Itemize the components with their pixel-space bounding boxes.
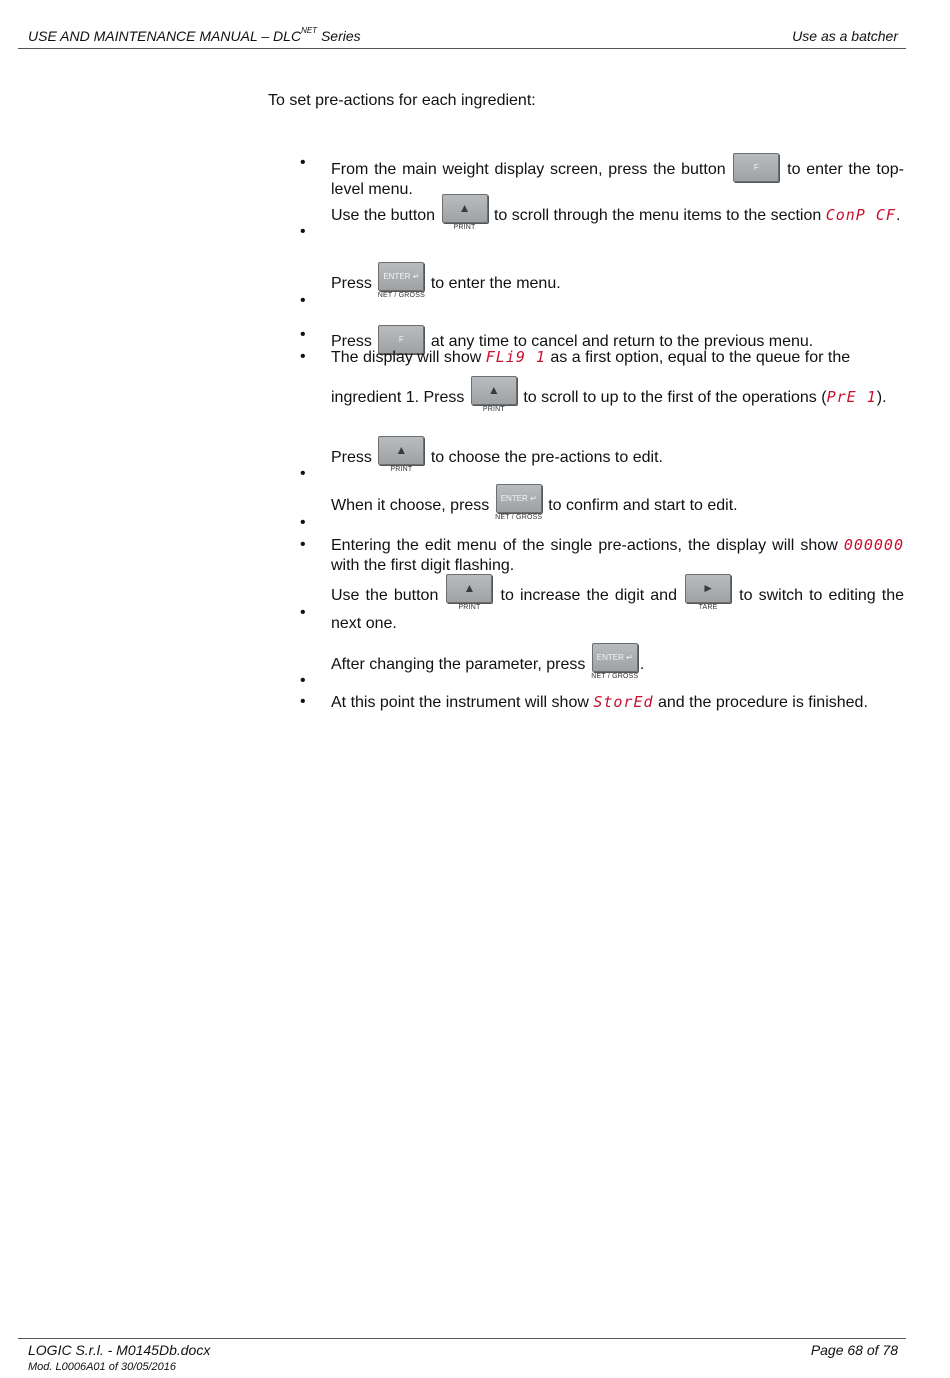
display-000000: 000000 [843, 536, 904, 554]
display-stored: StorEd [593, 693, 654, 711]
footer-company: LOGIC S.r.l. - M0145Db.docx [28, 1342, 211, 1358]
bullet-2: • [300, 223, 306, 240]
step-2: Use the button ▲ PRINT to scroll through the menu items to the section ConP CF. [331, 194, 904, 234]
step-8: Entering the edit menu of the single pre-actions, the display will show 000000 with the first digit flashing. [331, 536, 904, 574]
footer-mod: Mod. L0006A01 of 30/05/2016 [28, 1361, 177, 1373]
bullet-7: • [300, 514, 306, 531]
enter-key-icon: ENTER ↵ NET / GROSS [496, 484, 542, 524]
display-conp-cf: ConP CF [825, 206, 896, 224]
tare-key-icon: ► TARE [685, 574, 731, 614]
intro-text: To set pre-actions for each ingredient: [268, 92, 536, 109]
bullet-4: • [300, 326, 306, 343]
bullet-11: • [300, 693, 306, 710]
step-1: From the main weight display screen, press the button F to enter the top-level menu. [331, 140, 904, 200]
enter-key-icon: ENTER ↵ NET / GROSS [592, 643, 638, 683]
print-key-icon: ▲ PRINT [442, 194, 488, 234]
bullet-9: • [300, 604, 306, 621]
step-6: Press ▲ PRINT to choose the pre-actions to edit. [331, 436, 904, 476]
step-3: Press ENTER ↵ NET / GROSS to enter the menu. [331, 262, 904, 302]
display-fli9-1: FLi9 1 [485, 348, 546, 366]
page-footer [18, 1338, 906, 1373]
step-10: After changing the parameter, press ENTER ↵ NET / GROSS . [331, 643, 904, 683]
step-7: When it choose, press ENTER ↵ NET / GROSS to confirm and start to edit. [331, 484, 904, 524]
bullet-1: • [300, 154, 306, 171]
manual-title: USE AND MAINTENANCE MANUAL – $DLC^{NET}$ Series [28, 26, 361, 44]
bullet-10: • [300, 672, 306, 689]
display-pre-1: PrE 1 [826, 388, 877, 406]
step-4: Press F at any time to cancel and return to the previous menu. [331, 312, 904, 352]
f-key-icon: F [733, 153, 779, 180]
page-header [18, 26, 906, 49]
page-number: Page 68 of 78 [810, 1342, 898, 1358]
bullet-6: • [300, 465, 306, 482]
f-key-icon: F [378, 325, 424, 352]
print-key-icon: ▲ PRINT [471, 376, 517, 416]
bullet-8: • [300, 536, 306, 553]
print-key-icon: ▲ PRINT [378, 436, 424, 476]
section-title: Use as a batcher [792, 28, 898, 44]
step-9: Use the button ▲ PRINT to increase the digit and ► TARE to switch to editing the next one. [331, 574, 904, 634]
bullet-5: • [300, 348, 306, 365]
bullet-3: • [300, 292, 306, 309]
step-11: At this point the instrument will show StorEd and the procedure is finished. [331, 693, 868, 711]
print-key-icon: ▲ PRINT [446, 574, 492, 614]
enter-key-icon: ENTER ↵ NET / GROSS [378, 262, 424, 302]
step-5: The display will show FLi9 1 as a first option, equal to the queue for the ingredient 1. Press ▲ PRINT to scroll to up to the first of the operations (PrE 1). [331, 347, 904, 416]
